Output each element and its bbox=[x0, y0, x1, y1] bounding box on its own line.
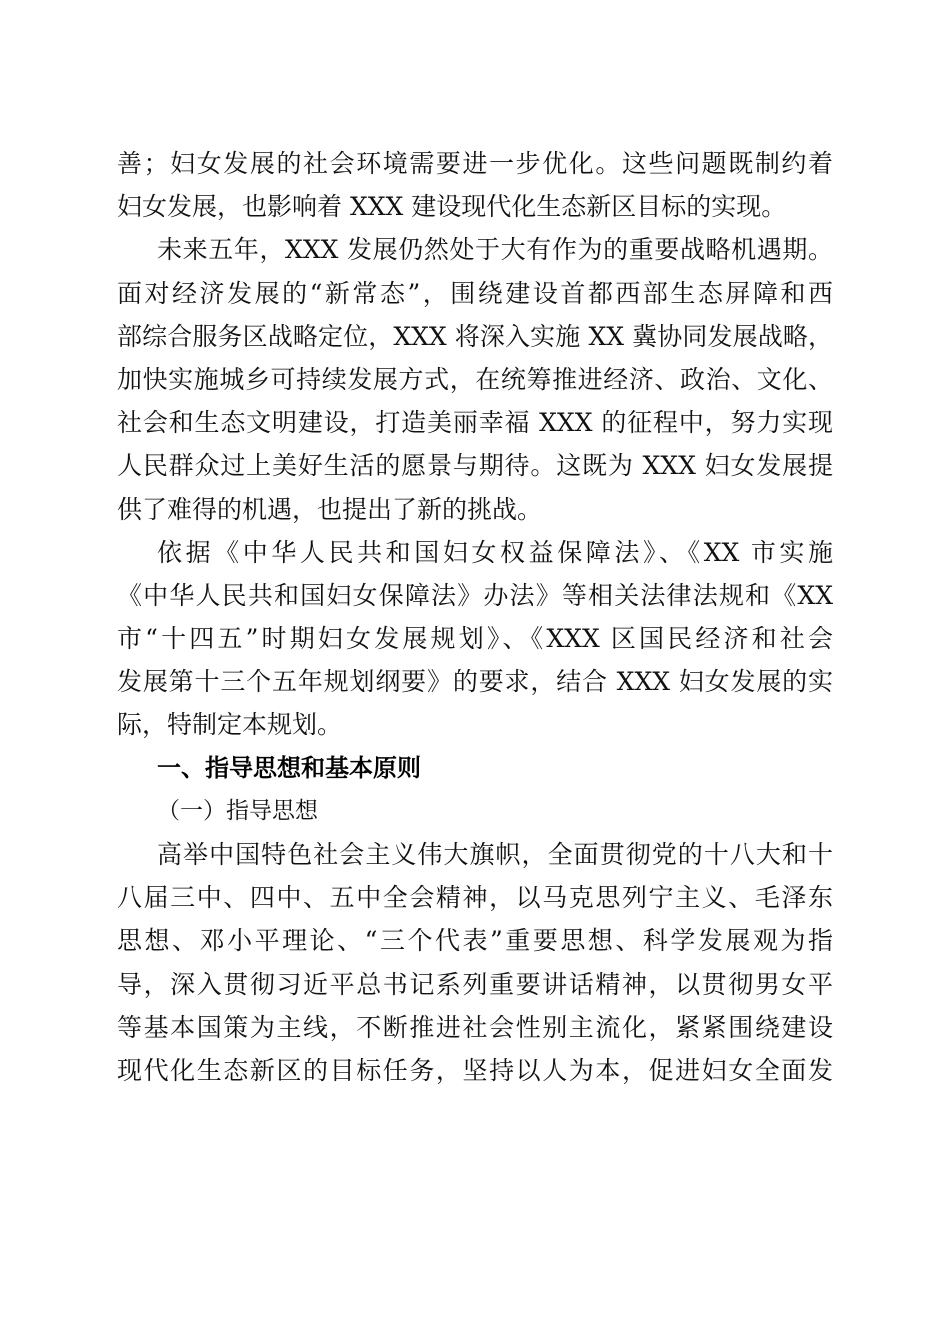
paragraph-line: 八届三中、四中、五中全会精神，以马克思列宁主义、毛泽东 bbox=[117, 883, 833, 913]
paragraph-line: 人民群众过上美好生活的愿景与期待。这既为 XXX 妇女发展提 bbox=[117, 451, 833, 481]
paragraph-line: 加快实施城乡可持续发展方式，在统筹推进经济、政治、文化、 bbox=[117, 364, 833, 394]
paragraph-line: 高举中国特色社会主义伟大旗帜，全面贯彻党的十八大和十 bbox=[157, 840, 833, 869]
paragraph-line: 思想、邓小平理论、“三个代表”重要思想、科学发展观为指 bbox=[117, 926, 833, 956]
subsection-heading: （一）指导思想 bbox=[157, 797, 318, 824]
paragraph-line: 妇女发展，也影响着 XXX 建设现代化生态新区目标的实现。 bbox=[117, 192, 787, 222]
paragraph-line: 《中华人民共和国妇女保障法》办法》等相关法律法规和《XX bbox=[117, 580, 833, 610]
paragraph-line: 部综合服务区战略定位，XXX 将深入实施 XX 冀协同发展战略， bbox=[117, 321, 833, 351]
paragraph-line: 供了难得的机遇，也提出了新的挑战。 bbox=[117, 494, 543, 524]
paragraph-line: 等基本国策为主线，不断推进社会性别主流化，紧紧围绕建设 bbox=[117, 1012, 833, 1042]
paragraph-line: 导，深入贯彻习近平总书记系列重要讲话精神，以贯彻男女平 bbox=[117, 969, 833, 999]
document-body bbox=[117, 142, 833, 1092]
paragraph-line: 社会和生态文明建设，打造美丽幸福 XXX 的征程中，努力实现 bbox=[117, 408, 833, 438]
paragraph-line: 市“十四五”时期妇女发展规划》、《XXX 区国民经济和社会 bbox=[117, 624, 833, 654]
paragraph-line: 发展第十三个五年规划纲要》的要求，结合 XXX 妇女发展的实 bbox=[117, 667, 833, 697]
paragraph-line: 际，特制定本规划。 bbox=[117, 710, 343, 740]
paragraph-3 bbox=[117, 531, 833, 747]
paragraph-1 bbox=[117, 142, 833, 228]
paragraph-line: 依据《中华人民共和国妇女权益保障法》、《XX 市实施 bbox=[157, 537, 833, 567]
paragraph-2 bbox=[117, 228, 833, 530]
paragraph-line: 现代化生态新区的目标任务，坚持以人为本，促进妇女全面发 bbox=[117, 1055, 833, 1085]
paragraph-line: 面对经济发展的“新常态”，围绕建设首都西部生态屏障和西 bbox=[117, 278, 833, 308]
paragraph-line: 未来五年，XXX 发展仍然处于大有作为的重要战略机遇期。 bbox=[157, 235, 833, 265]
guiding-paragraph bbox=[117, 833, 833, 1092]
paragraph-line: 善；妇女发展的社会环境需要进一步优化。这些问题既制约着 bbox=[117, 149, 833, 178]
section-heading: 一、指导思想和基本原则 bbox=[157, 753, 421, 782]
